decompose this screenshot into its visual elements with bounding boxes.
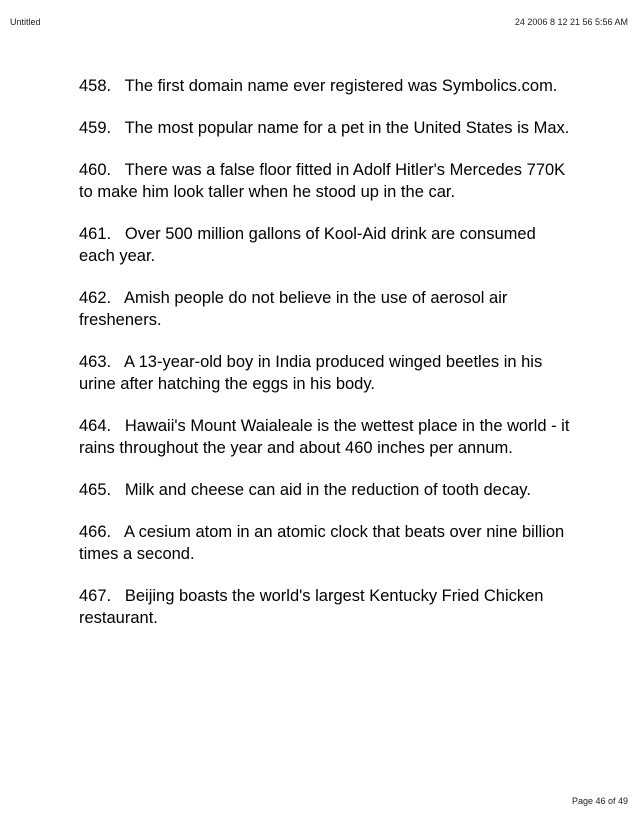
fact-item-461: 461. Over 500 million gallons of Kool-Aid drink are consumed each year. xyxy=(79,225,541,265)
print-timestamp: 24 2006 8 12 21 56 5:56 AM xyxy=(514,17,628,27)
fact-item-464: 464. Hawaii's Mount Waialeale is the wettest place in the world - it rains throughout the year and about 460 inches per annum. xyxy=(79,417,575,457)
document-title: Untitled xyxy=(10,17,41,27)
fact-item-460: 460. There was a false floor fitted in Adolf Hitler's Mercedes 770K to make him look taller when he stood up in the car. xyxy=(79,161,570,201)
fact-item-467: 467. Beijing boasts the world's largest Kentucky Fried Chicken restaurant. xyxy=(79,587,549,627)
page-number: Page 46 of 49 xyxy=(571,796,628,806)
fact-item-463: 463. A 13-year-old boy in India produced winged beetles in his urine after hatching the eggs in his body. xyxy=(79,353,547,393)
fact-item-459: 459. The most popular name for a pet in the United States is Max. xyxy=(79,119,570,137)
fact-item-458: 458. The first domain name ever registered was Symbolics.com. xyxy=(79,77,558,95)
facts-list xyxy=(79,75,575,649)
fact-item-462: 462. Amish people do not believe in the use of aerosol air fresheners. xyxy=(79,289,512,329)
fact-item-465: 465. Milk and cheese can aid in the reduction of tooth decay. xyxy=(79,481,531,499)
fact-item-466: 466. A cesium atom in an atomic clock that beats over nine billion times a second. xyxy=(79,523,569,563)
